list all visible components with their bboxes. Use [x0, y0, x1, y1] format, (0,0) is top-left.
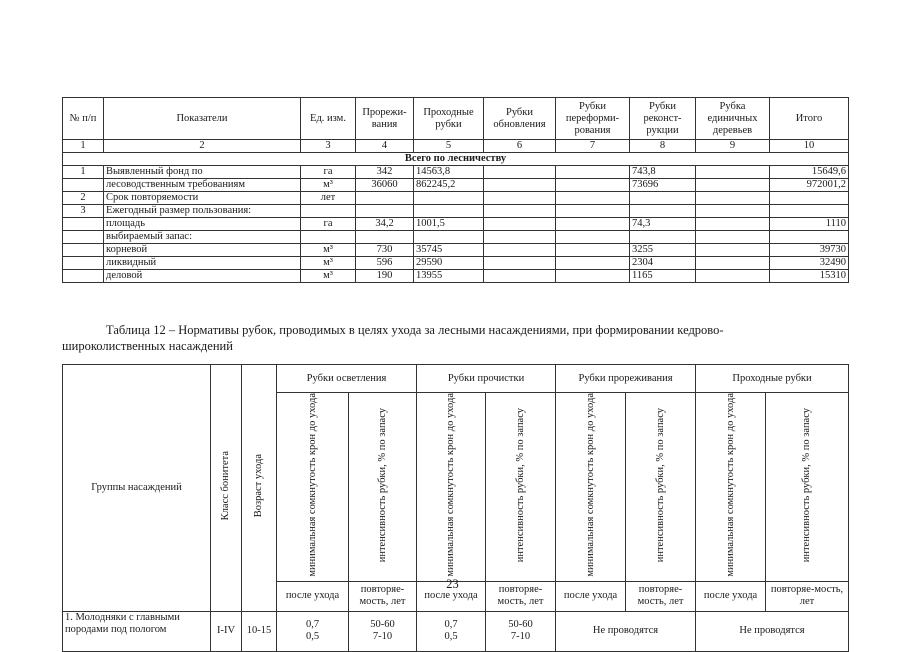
cell-c7 — [556, 205, 630, 218]
cell-c5: 35745 — [414, 244, 484, 257]
cell-c7 — [556, 218, 630, 231]
table-caption: Таблица 12 – Нормативы рубок, проводимых в целях ухода за лесными насаждениями, при формировании кедрово- — [106, 323, 724, 337]
cell-no: 1 — [63, 166, 104, 179]
cell-c5: 13955 — [414, 270, 484, 283]
column-number: 10 — [770, 140, 849, 153]
cell-unit: лет — [301, 192, 356, 205]
cell-name: лесоводственным требованиям — [104, 179, 301, 192]
cell-c10: 15649,6 — [770, 166, 849, 179]
column-number: 4 — [356, 140, 414, 153]
cell-unit: м³ — [301, 179, 356, 192]
cell-c9 — [696, 218, 770, 231]
cell-c8: 74,3 — [630, 218, 696, 231]
cell-c6 — [484, 205, 556, 218]
column-number: 7 — [556, 140, 630, 153]
cell-c7 — [556, 179, 630, 192]
cell-no: 2 — [63, 192, 104, 205]
cell-c7 — [556, 166, 630, 179]
cell-c7 — [556, 192, 630, 205]
cell-name: деловой — [104, 270, 301, 283]
cell-c7 — [556, 270, 630, 283]
sub-min-cell — [417, 393, 486, 582]
cell-c9 — [696, 166, 770, 179]
cell-no — [63, 244, 104, 257]
sub-int-label: интенсивность рубки, % по запасу — [654, 407, 666, 562]
cell-c8 — [630, 231, 696, 244]
cell-c9 — [696, 192, 770, 205]
table-row — [63, 257, 849, 270]
cell-c10: 32490 — [770, 257, 849, 270]
cell-c8 — [630, 205, 696, 218]
header-cell: № п/п — [63, 98, 104, 140]
cell-no — [63, 270, 104, 283]
table2-header-row — [63, 365, 849, 393]
cell-c6 — [484, 166, 556, 179]
groups-header: Группы насаждений — [63, 365, 211, 612]
table-row — [63, 179, 849, 192]
cell-c4: 190 — [356, 270, 414, 283]
cell-c5: 862245,2 — [414, 179, 484, 192]
table-row — [63, 270, 849, 283]
column-number: 2 — [104, 140, 301, 153]
cell-c6 — [484, 179, 556, 192]
cell-no — [63, 231, 104, 244]
sub-int-label: интенсивность рубки, % по запасу — [376, 407, 388, 562]
cell-c4 — [356, 231, 414, 244]
cell-c9 — [696, 231, 770, 244]
cut-type-header: Рубки прочистки — [417, 365, 556, 393]
header-cell: Ед. изм. — [301, 98, 356, 140]
sub-int-cell — [766, 393, 849, 582]
cell-c8: 2304 — [630, 257, 696, 270]
sub-min-label: минимальная сомкнутость крон до ухода — [306, 393, 318, 577]
cell-c9 — [696, 179, 770, 192]
cell-c10: 1110 — [770, 218, 849, 231]
cell-unit: га — [301, 166, 356, 179]
cell-c6 — [484, 218, 556, 231]
column-number: 5 — [414, 140, 484, 153]
table-row — [63, 192, 849, 205]
cell-c9 — [696, 244, 770, 257]
cell-c4: 342 — [356, 166, 414, 179]
cell-c10 — [770, 205, 849, 218]
cell-c10: 15310 — [770, 270, 849, 283]
cell-no — [63, 179, 104, 192]
cell-c4 — [356, 192, 414, 205]
section-row — [63, 153, 849, 166]
cell-c6 — [484, 257, 556, 270]
table1-body — [63, 166, 849, 283]
cell-name: выбираемый запас: — [104, 231, 301, 244]
header-cell: Рубки реконст-рукции — [630, 98, 696, 140]
column-number: 3 — [301, 140, 356, 153]
sub-min-label: минимальная сомкнутость крон до ухода — [724, 393, 736, 577]
cell-unit: м³ — [301, 257, 356, 270]
column-number: 6 — [484, 140, 556, 153]
cell-c8: 1165 — [630, 270, 696, 283]
cell-c9 — [696, 257, 770, 270]
cut-type-header: Рубки осветления — [277, 365, 417, 393]
cell-c5 — [414, 231, 484, 244]
prohod-value: Не проводятся — [696, 611, 849, 651]
cell-c9 — [696, 270, 770, 283]
repeat-label: повторяе-мость, лет — [766, 581, 849, 611]
after-care-label: после ухода — [417, 581, 486, 611]
sub-int-cell — [486, 393, 556, 582]
header-cell: Проходные рубки — [414, 98, 484, 140]
table2-row — [63, 611, 849, 651]
cell-name: ликвидный — [104, 257, 301, 270]
header-cell: Прорежи-вания — [356, 98, 414, 140]
cell-c9 — [696, 205, 770, 218]
table-row — [63, 231, 849, 244]
cell-c8: 73696 — [630, 179, 696, 192]
cell-c8: 3255 — [630, 244, 696, 257]
forest-totals-table — [62, 97, 849, 283]
cell-unit: га — [301, 218, 356, 231]
cell-name: Выявленный фонд по — [104, 166, 301, 179]
cell-no: 3 — [63, 205, 104, 218]
cell-c5: 1001,5 — [414, 218, 484, 231]
age-header — [242, 365, 277, 612]
prorezh-value: Не проводятся — [556, 611, 696, 651]
table-row — [63, 166, 849, 179]
header-cell: Рубки переформи-рования — [556, 98, 630, 140]
thinning-norms-table — [62, 364, 849, 652]
osv-min-value: 0,7 0,5 — [277, 611, 349, 651]
cell-no — [63, 218, 104, 231]
cell-no — [63, 257, 104, 270]
cell-name: Срок повторяемости — [104, 192, 301, 205]
table1-header-row — [63, 98, 849, 140]
cell-name: корневой — [104, 244, 301, 257]
cell-c4 — [356, 205, 414, 218]
cell-c5 — [414, 192, 484, 205]
cut-type-header: Рубки прореживания — [556, 365, 696, 393]
sub-min-cell — [556, 393, 626, 582]
cell-c10 — [770, 192, 849, 205]
sub-min-cell — [277, 393, 349, 582]
table1-number-row — [63, 140, 849, 153]
cell-c5: 14563,8 — [414, 166, 484, 179]
cell-c4: 596 — [356, 257, 414, 270]
cell-c10 — [770, 231, 849, 244]
cell-c10: 972001,2 — [770, 179, 849, 192]
sub-int-label: интенсивность рубки, % по запасу — [801, 407, 813, 562]
cell-unit: м³ — [301, 244, 356, 257]
class-header — [211, 365, 242, 612]
cell-c4: 34,2 — [356, 218, 414, 231]
header-cell: Итого — [770, 98, 849, 140]
cell-c7 — [556, 257, 630, 270]
header-cell: Показатели — [104, 98, 301, 140]
header-cell: Рубка единичных деревьев — [696, 98, 770, 140]
cell-c8 — [630, 192, 696, 205]
cell-unit: м³ — [301, 270, 356, 283]
page-number: 23 — [446, 577, 459, 591]
after-care-label: после ухода — [556, 581, 626, 611]
table-row — [63, 218, 849, 231]
cell-c7 — [556, 231, 630, 244]
repeat-label: повторяе-мость, лет — [626, 581, 696, 611]
cell-c4: 36060 — [356, 179, 414, 192]
cell-c5 — [414, 205, 484, 218]
cell-c8: 743,8 — [630, 166, 696, 179]
cell-unit — [301, 205, 356, 218]
cell-c6 — [484, 270, 556, 283]
column-number: 9 — [696, 140, 770, 153]
header-cell: Рубки обновления — [484, 98, 556, 140]
pro-int-value: 50-60 7-10 — [486, 611, 556, 651]
cell-name: площадь — [104, 218, 301, 231]
class-value: I-IV — [211, 611, 242, 651]
age-label: Возраст ухода — [253, 454, 264, 518]
column-number: 1 — [63, 140, 104, 153]
cell-c7 — [556, 244, 630, 257]
sub-min-label: минимальная сомкнутость крон до ухода — [584, 393, 596, 577]
sub-min-label: минимальная сомкнутость крон до ухода — [445, 393, 457, 577]
after-care-label: после ухода — [277, 581, 349, 611]
table-row — [63, 244, 849, 257]
sub-int-label: интенсивность рубки, % по запасу — [514, 407, 526, 562]
table-row — [63, 205, 849, 218]
column-number: 8 — [630, 140, 696, 153]
cut-type-header: Проходные рубки — [696, 365, 849, 393]
after-care-label: после ухода — [696, 581, 766, 611]
cell-c6 — [484, 231, 556, 244]
cell-unit — [301, 231, 356, 244]
sub-int-cell — [349, 393, 417, 582]
cell-c6 — [484, 192, 556, 205]
sub-int-cell — [626, 393, 696, 582]
repeat-label: повторяе-мость, лет — [486, 581, 556, 611]
pro-min-value: 0,7 0,5 — [417, 611, 486, 651]
section-title: Всего по лесничеству — [63, 153, 849, 166]
class-label: Класс бонитета — [220, 451, 231, 521]
sub-min-cell — [696, 393, 766, 582]
cell-c6 — [484, 244, 556, 257]
group-name: 1. Молодняки с главными породами под пологом — [63, 611, 211, 651]
cell-c5: 29590 — [414, 257, 484, 270]
cell-c4: 730 — [356, 244, 414, 257]
osv-int-value: 50-60 7-10 — [349, 611, 417, 651]
cell-c10: 39730 — [770, 244, 849, 257]
repeat-label: повторяе-мость, лет — [349, 581, 417, 611]
age-value: 10-15 — [242, 611, 277, 651]
table-caption-continued: широколиственных насаждений — [62, 339, 233, 353]
cell-name: Ежегодный размер пользования: — [104, 205, 301, 218]
